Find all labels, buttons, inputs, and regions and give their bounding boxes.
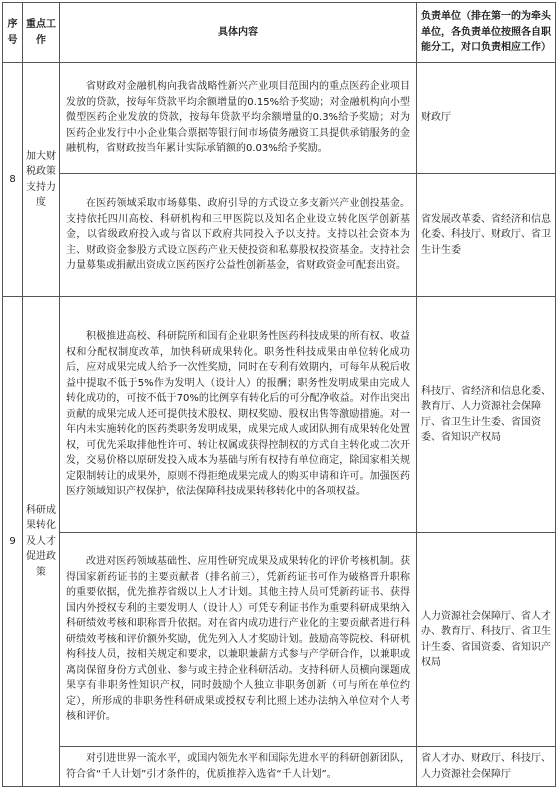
- unit-cell: 财政厅: [417, 63, 556, 174]
- unit-cell: 科技厅、省经济和信息化委、教育厅、人力资源社会保障厅、省卫生计生委、省国资委、省知识产权局: [417, 297, 556, 533]
- table-row: [3, 174, 556, 297]
- table-row: [3, 533, 556, 747]
- policy-table: [2, 2, 556, 787]
- content-cell: 积极推进高校、科研院所和国有企业职务性医药科技成果的所有权、收益权和分配权制度改革，加快科研成果转化。职务性科技成果由单位转化成功后，应对成果完成人给予一次性奖励，同时在专利有效期内，可每年从税后收益中提取不低于5%作为发明人（设计人）的报酬；职务性发明成果由完成人转化成功的，可按不低于70%的比例享有转化后的可分配净收益。对作出突出贡献的成果完成人还可提供技术股权、期权奖励、股权出售等激励措施。对一年内未实施转化的医药类职务发明成果，成果完成人或团队拥有成果转化处置权，可优先采取排他性许可、转让权属或获得控制权的方式自主转化或二次开发，交易价格以原研发投入成本为基础与所有权持有单位商定，除国家相关规定限制转让的成果外，原则不得拒绝成果完成人的购买申请和许可。加强医药医疗领域知识产权保护，依法保障科技成果转移转化中的各项权益。: [60, 297, 417, 533]
- table-row: [3, 747, 556, 787]
- content-cell: 省财政对金融机构向我省战略性新兴产业项目范围内的重点医药企业项目发放的贷款，按每年贷款平均余额增量的0.15%给予奖励；对金融机构向小型微型医药企业发放的贷款，按每年贷款平均余额增量的0.3%给予奖励；对为医药企业发行中小企业集合票据等银行间市场债务融资工具提供承销服务的金融机构，省财政按当年累计实际承销额的0.03%给予奖励。: [60, 63, 417, 174]
- key-work: 加大财税政策支持力度: [23, 63, 60, 297]
- content-cell: 在医药领域采取市场募集、政府引导的方式设立多支新兴产业创投基金。支持依托四川高校、科研机构和三甲医院以及知名企业设立转化医学创新基金，以省级政府投入或与省以下政府共同投入予以支持。支持以社会资本为主、财政资金参股方式设立医药产业天使投资和私募股权投资基金。支持社会力量募集或捐献出资成立医药医疗公益性创新基金，省财政资金可配套出资。: [60, 174, 417, 297]
- header-row: [3, 3, 556, 63]
- unit-cell: 人力资源社会保障厅、省人才办、教育厅、科技厅、省卫生计生委、省国资委、省知识产权局: [417, 533, 556, 747]
- table-row: [3, 297, 556, 533]
- unit-cell: 省人才办、财政厅、科技厅、人力资源社会保障厅: [417, 747, 556, 787]
- key-work: 科研成果转化及人才促进政策: [23, 297, 60, 787]
- row-number: 9: [3, 297, 23, 787]
- header-key-work: 重点工作: [23, 3, 60, 63]
- header-no: 序号: [3, 3, 23, 63]
- table-row: [3, 63, 556, 174]
- header-content: 具体内容: [60, 3, 417, 63]
- header-unit: 负责单位（排在第一的为牵头单位，各负责单位按照各自职能分工，对口负责相应工作）: [417, 3, 556, 63]
- content-cell: 改进对医药领域基础性、应用性研究成果及成果转化的评价考核机制。获得国家新药证书的主要贡献者（排名前三），凭新药证书可作为破格晋升职称的重要依据，优先推荐省级以上人才计划。其他主持人员可凭新药证书、获得国内外授权专利的主要发明人（设计人）可凭专利证书作为重要科研成果纳入科研绩效考核和职称晋升依据。对在省内成功进行产业化的主要贡献者进行科研绩效考核和评价额外奖励，优先列入人才奖励计划。鼓励高等院校、科研机构科技人员，按相关规定和要求，以兼职兼薪方式参与产学研合作，以兼职或离岗保留身份方式创业、参与或主持企业科研活动。支持科研人员横向课题成果享有非职务性知识产权，同时鼓励个人独立非职务创新（可与所在单位约定），所形成的非职务性科研成果或授权专利比照上述办法纳入单位对个人考核和评价。: [60, 533, 417, 747]
- content-cell: 对引进世界一流水平，或国内领先水平和国际先进水平的科研创新团队，符合省“千人计划”引才条件的，优质推荐入选省“千人计划”。: [60, 747, 417, 787]
- row-number: 8: [3, 63, 23, 297]
- unit-cell: 省发展改革委、省经济和信息化委、科技厅、财政厅、省卫生计生委: [417, 174, 556, 297]
